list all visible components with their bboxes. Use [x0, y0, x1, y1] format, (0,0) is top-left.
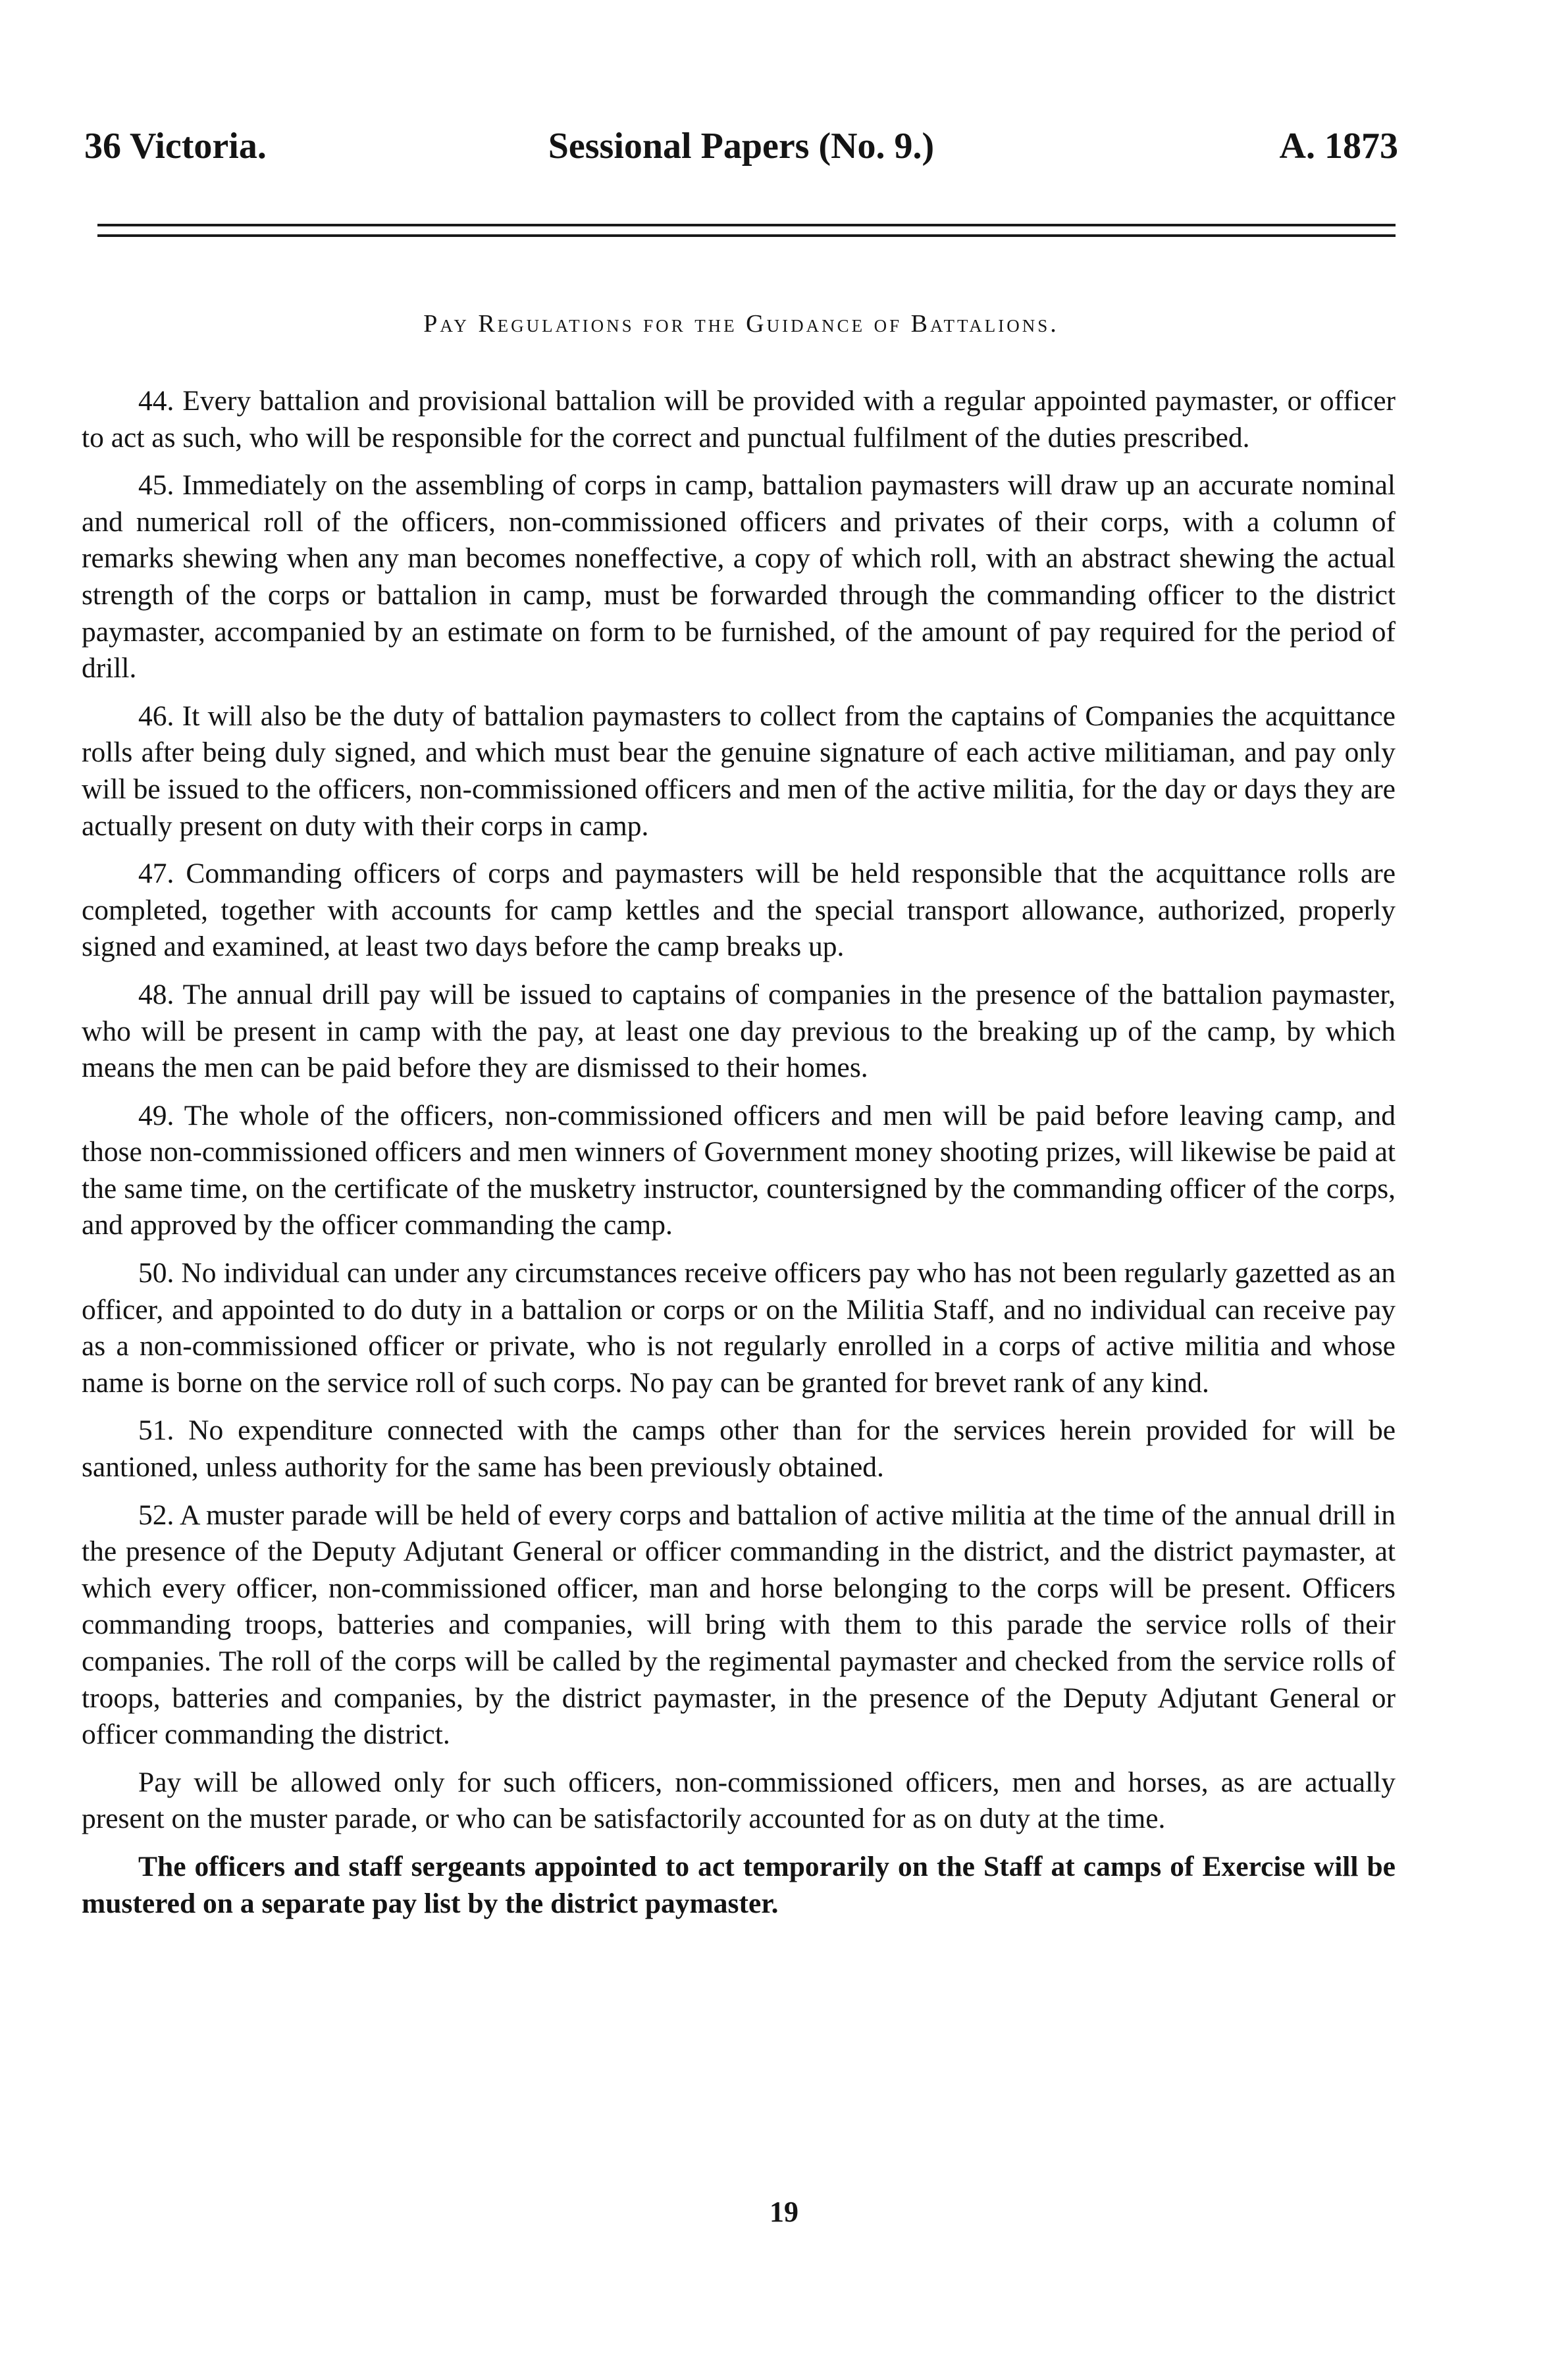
- paragraph-52: 52. A muster parade will be held of every corps and battalion of active militia at the time of the annual drill in the presence of the Deputy Adjutant General or officer commanding in the district, and the district paymaster, at which every officer, non-commissioned officer, man and horse belonging to the corps will be present. Officers commanding troops, batteries and companies, will bring with them to this parade the service rolls of their companies. The roll of the corps will be called by the regimental paymaster and checked from the service rolls of troops, batteries and companies, by the district paymaster, in the presence of the Deputy Adjutant General or officer commanding the district.: [82, 1499, 1396, 1751]
- paragraph-44: 44. Every battalion and provisional battalion will be provided with a regular appointed paymaster, or officer to act as such, who will be responsible for the correct and punctual fulfilment of the duties prescribed.: [82, 385, 1396, 453]
- paragraph-47: 47. Commanding officers of corps and paymasters will be held responsible that the acquittance rolls are completed, together with accounts for camp kettles and the special transport allowance, authorized, properly signed and examined, at least two days before the camp breaks up.: [82, 858, 1396, 963]
- header-rule-bottom: [97, 234, 1396, 237]
- body-text: [82, 383, 1396, 1933]
- paragraph-51: 51. No expenditure connected with the camps other than for the services herein provided for will be santioned, unless authority for the same has been previously obtained.: [82, 1414, 1396, 1484]
- paragraph-45: 45. Immediately on the assembling of corps in camp, battalion paymasters will draw up an accurate nominal and numerical roll of the officers, non-commissioned officers and privates of their corps, with a column of remarks shewing when any man becomes noneffective, a copy of which roll, with an abstract shewing the actual strength of the corps or battalion in camp, must be forwarded through the commanding officer to the district paymaster, accompanied by an estimate on form to be furnished, of the amount of pay required for the period of drill.: [82, 469, 1396, 685]
- page-number: 19: [770, 2196, 798, 2228]
- header-year: A. 1873: [1279, 126, 1398, 167]
- section-title: Pay Regulations for the Guidance of Battalions.: [423, 310, 1059, 338]
- header-volume: 36 Victoria.: [84, 126, 267, 167]
- running-header: [84, 125, 1398, 184]
- paragraph-staff-sergeants: The officers and staff sergeants appointed to act temporarily on the Staff at camps of Exercise will be mustered on a separate pay list by the district paymaster.: [82, 1850, 1396, 1919]
- header-rule: [97, 224, 1396, 245]
- paragraph-46: 46. It will also be the duty of battalion paymasters to collect from the captains of Companies the acquittance rolls after being duly signed, and which must bear the genuine signature of each active militiaman, and pay only will be issued to the officers, non-commissioned officers and men of the active militia, for the day or days they are actually present on duty with their corps in camp.: [82, 700, 1396, 842]
- paragraph-48: 48. The annual drill pay will be issued to captains of companies in the presence of the battalion paymaster, who will be present in camp with the pay, at least one day previous to the breaking up of the camp, by which means the men can be paid before they are dismissed to their homes.: [82, 978, 1396, 1084]
- header-series: Sessional Papers (No. 9.): [548, 126, 935, 167]
- paragraph-49: 49. The whole of the officers, non-commissioned officers and men will be paid before leaving camp, and those non-commissioned officers and men winners of Government money shooting prizes, will likewise be paid at the same time, on the certificate of the musketry instructor, countersigned by the commanding officer of the corps, and approved by the officer commanding the camp.: [82, 1099, 1396, 1241]
- paragraph-pay-allowed: Pay will be allowed only for such officers, non-commissioned officers, men and horses, as are actually present on the muster parade, or who can be satisfactorily accounted for as on duty at the time.: [82, 1766, 1396, 1835]
- header-rule-top: [97, 224, 1396, 226]
- paragraph-50: 50. No individual can under any circumstances receive officers pay who has not been regularly gazetted as an officer, and appointed to do duty in a battalion or corps or on the Militia Staff, and no individual can receive pay as a non-commissioned officer or private, who is not regularly enrolled in a corps of active militia and whose name is borne on the service roll of such corps. No pay can be granted for brevet rank of any kind.: [82, 1257, 1396, 1399]
